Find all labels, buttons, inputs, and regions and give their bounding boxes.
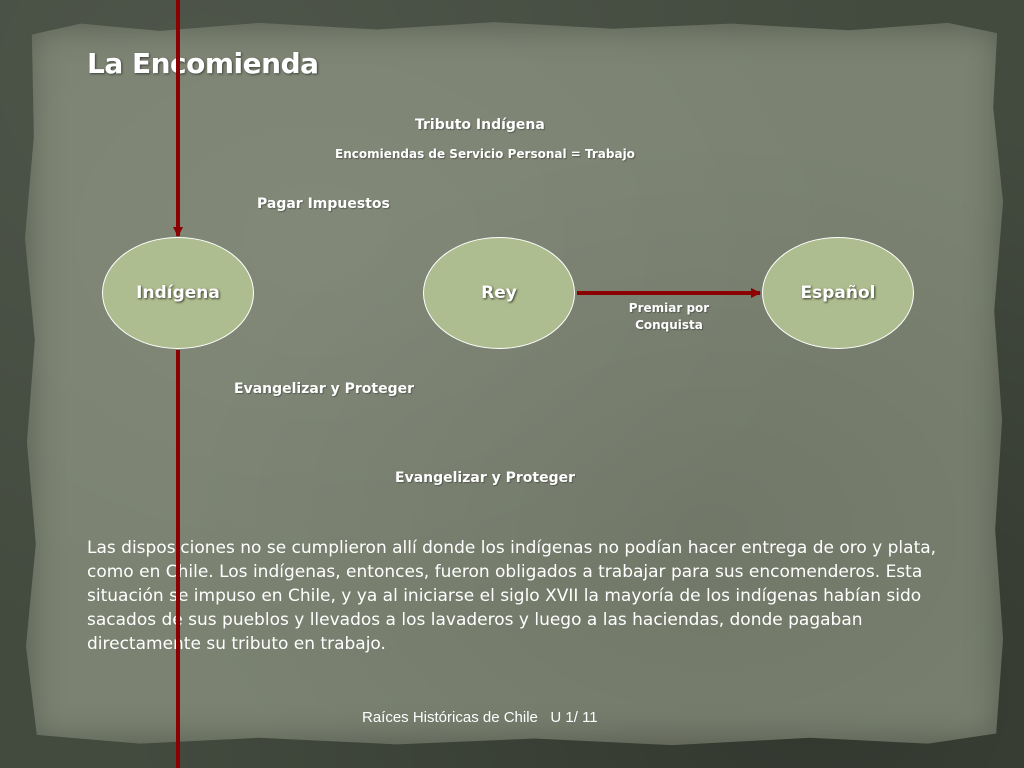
slide-footer: Raíces Históricas de Chile U 1/ 11 bbox=[362, 709, 598, 726]
label-premiar-por-conquista: Premiar por Conquista bbox=[628, 301, 710, 332]
label-evangelizar-2: Evangelizar y Proteger bbox=[395, 470, 575, 486]
label-tributo-indigena: Tributo Indígena bbox=[415, 117, 545, 133]
label-encomiendas: Encomiendas de Servicio Personal = Trabajo bbox=[335, 147, 635, 161]
label-evangelizar-1: Evangelizar y Proteger bbox=[234, 381, 414, 397]
node-espanol-label: Español bbox=[800, 283, 876, 303]
node-indigena-label: Indígena bbox=[136, 283, 220, 303]
node-rey-label: Rey bbox=[481, 283, 517, 303]
slide-title: La Encomienda bbox=[87, 47, 319, 80]
body-paragraph: Las disposiciones no se cumplieron allí donde los indígenas no podían hacer entrega de oro y plata, como en Chile. Los indígenas, entonces, fueron obligados a trabajar para sus encomenderos. Esta situación se impuso en Chile, y ya al iniciarse el siglo XVII la mayoría de los indígenas habían sido sacados de sus pueblos y llevados a los lavaderos y luego a las haciendas, donde pagaban directamente su tributo en trabajo. bbox=[87, 538, 937, 654]
label-pagar-impuestos: Pagar Impuestos bbox=[257, 196, 390, 212]
